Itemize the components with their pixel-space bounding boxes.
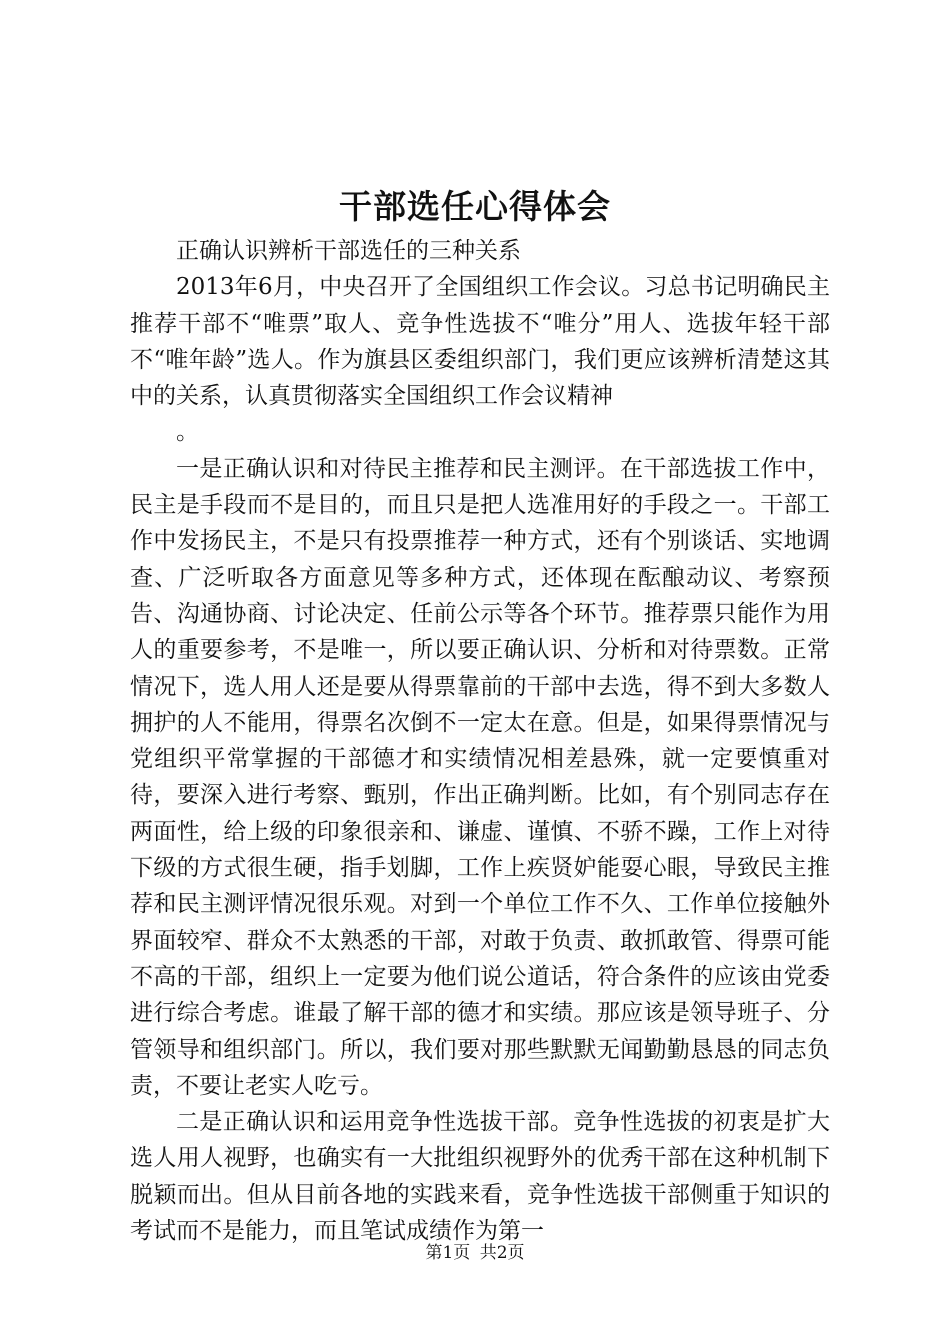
page-total: 共2页 [479, 1243, 525, 1263]
page-footer [0, 1241, 950, 1265]
document-title: 干部选任心得体会 [339, 187, 611, 226]
section-subtitle: 正确认识辨析干部选任的三种关系 [176, 238, 521, 264]
paragraph-point-two: 二是正确认识和运用竞争性选拔干部。竞争性选拔的初衷是扩大选人用人视野，也确实有一大批组织视野外的优秀干部在这种机制下脱颖而出。但从目前各地的实践来看，竞争性选拔干部侧重于知识的考试而不是能力，而且笔试成绩作为第一 [130, 1109, 830, 1245]
paragraph-intro: 2013年6月，中央召开了全国组织工作会议。习总书记明确民主推荐干部不“唯票”取人、竞争性选拔不“唯分”用人、选拔年轻干部不“唯年龄”选人。作为旗县区委组织部门，我们更应该辨析清楚这其中的关系，认真贯彻落实全国组织工作会议精神 [130, 274, 830, 410]
paragraph-period: 。 [176, 419, 199, 446]
page-number: 第1页 [425, 1243, 471, 1263]
paragraph-point-one: 一是正确认识和对待民主推荐和民主测评。在干部选拔工作中，民主是手段而不是目的，而且只是把人选准用好的手段之一。干部工作中发扬民主，不是只有投票推荐一种方式，还有个别谈话、实地调查、广泛听取各方面意见等多种方式，还体现在酝酿动议、考察预告、沟通协商、讨论决定、任前公示等各个环节。推荐票只能作为用人的重要参考，不是唯一，所以要正确认识、分析和对待票数。正常情况下，选人用人还是要从得票靠前的干部中去选，得不到大多数人拥护的人不能用，得票名次倒不一定太在意。但是，如果得票情况与党组织平常掌握的干部德才和实绩情况相差悬殊，就一定要慎重对待，要深入进行考察、甄别，作出正确判断。比如，有个别同志存在两面性，给上级的印象很亲和、谦虚、谨慎、不骄不躁，工作上对待下级的方式很生硬，指手划脚，工作上疾贤妒能耍心眼，导致民主推荐和民主测评情况很乐观。对到一个单位工作不久、工作单位接触外界面较窄、群众不太熟悉的干部，对敢于负责、敢抓敢管、得票可能不高的干部，组织上一定要为他们说公道话，符合条件的应该由党委进行综合考虑。谁最了解干部的德才和实绩。那应该是领导班子、分管领导和组织部门。所以，我们要对那些默默无闻勤勤恳恳的同志负责，不要让老实人吃亏。 [130, 455, 830, 1099]
document-body [130, 233, 830, 1249]
